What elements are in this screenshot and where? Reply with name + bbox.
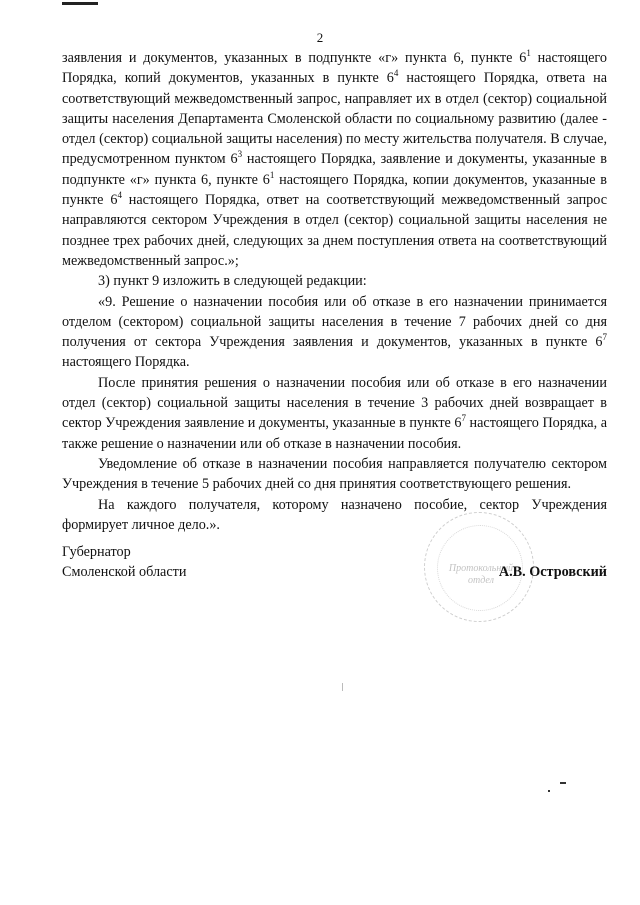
signature-block — [62, 542, 607, 582]
document-body — [62, 48, 607, 535]
paragraph-return-documents: После принятия решения о назначении пособия или об отказе в его назначении отдел (сектор) социальной защиты населения в течение 3 рабочих дней возвращает в сектор Учреждения заявление и документы, указанные в пункте $6^7$ настоящего Порядка, а также решение о назначении или об отказе в назначении пособия. — [62, 374, 607, 452]
paragraph-refusal-notice: Уведомление об отказе в назначении пособия направляется получателю сектором Учреждения в течение 5 рабочих дней со дня принятия соответствующего решения. — [62, 455, 607, 493]
paragraph-point-9: «9. Решение о назначении пособия или об отказе в его назначении принимается отделом (сектором) социальной защиты населения в течение 7 рабочих дней со дня получения от сектора Учреждения заявления и документов, указанных в пункте $6^7$ настоящего Порядка. — [62, 293, 607, 371]
paragraph-continuation: заявления и документов, указанных в подпункте «г» пункта 6, пункте $6^1$ настоящего Порядка, копий документов, указанных в пункте $6^4$ настоящего Порядка, ответа на соответствующий межведомственный запрос, направляет их в отдел (сектор) социальной защиты населения Департамента Смоленской области по социальному развитию (далее - отдел (сектор) социальной защиты населения) по месту жительства получателя. В случае, предусмотренном пунктом $6^3$ настоящего Порядка, заявление и документы, указанные в подпункте «г» пункта 6, пункте $6^1$ настоящего Порядка, копии документов, указанные в пункте $6^4$ настоящего Порядка, ответ на соответствующий межведомственный запрос направляются сектором Учреждения в отдел (сектор) социальной защиты населения не позднее трех рабочих дней, следующих за днем поступления ответа на соответствующий межведомственный запрос.»; — [62, 48, 608, 269]
page-number: 2 — [316, 30, 324, 45]
scan-speck — [342, 683, 343, 691]
signatory-title-line2: Смоленской области — [62, 564, 187, 580]
signatory-title-line1: Губернатор — [62, 544, 131, 560]
stamp-text: Протокольный отдел — [448, 563, 514, 586]
scan-speck — [548, 790, 550, 792]
scan-speck — [560, 782, 566, 784]
signatory-name: А.В. Островский — [498, 564, 607, 580]
top-edge-mark — [62, 2, 98, 5]
paragraph-item-3: 3) пункт 9 изложить в следующей редакции: — [98, 273, 367, 290]
paragraph-personal-file: На каждого получателя, которому назначено пособие, сектор Учреждения формирует личное дело.». — [62, 496, 607, 533]
